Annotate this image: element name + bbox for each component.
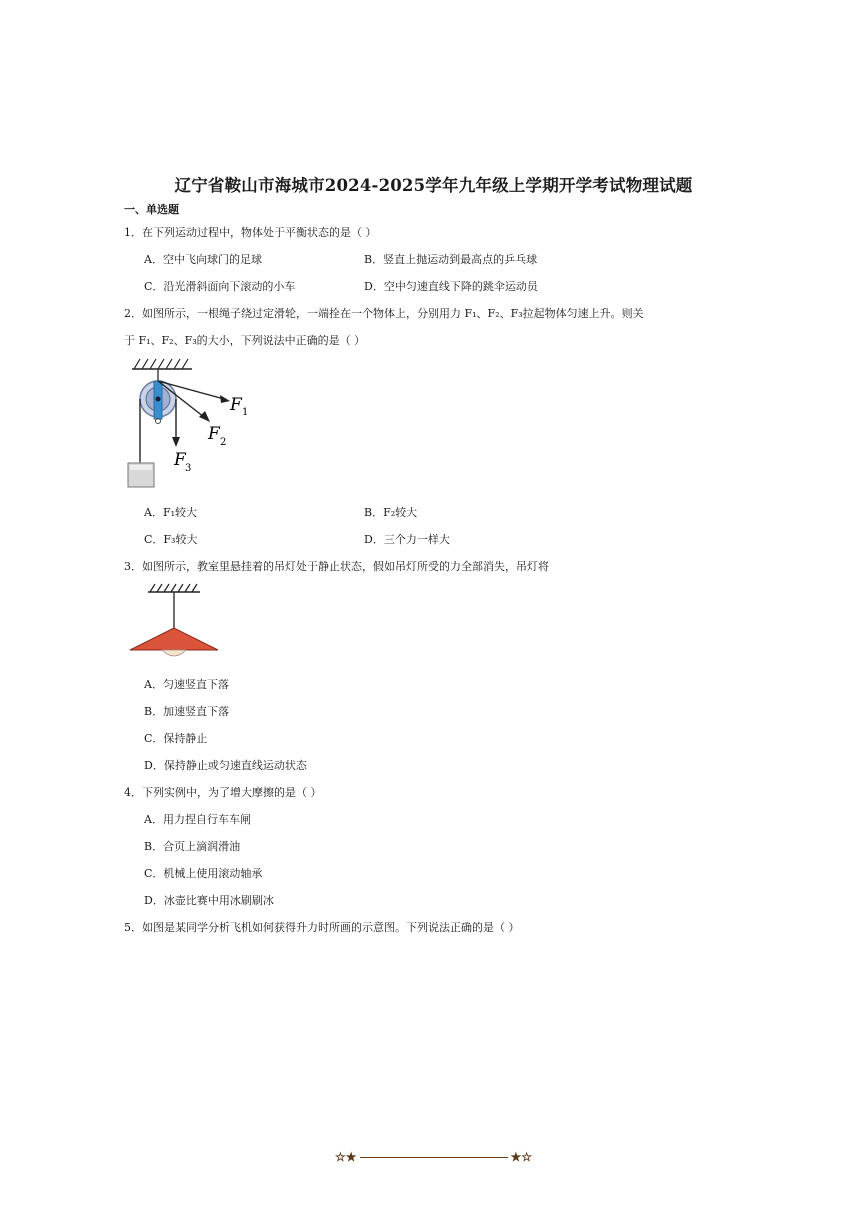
footer-stars-left: ☆★ xyxy=(334,1150,357,1164)
question-3-option-d: D．保持静止或匀速直线运动状态 xyxy=(144,759,307,772)
ceiling-hatch xyxy=(132,359,192,369)
question-1-stem: 1．在下列运动过程中，物体处于平衡状态的是（ ） xyxy=(124,226,377,239)
footer-stars-right: ★☆ xyxy=(510,1150,533,1164)
question-3-option-a: A．匀速竖直下落 xyxy=(144,678,229,691)
lamp-bulb xyxy=(162,650,186,656)
question-3-stem: 3．如图所示，教室里悬挂着的吊灯处于静止状态，假如吊灯所受的力全部消失，吊灯将 xyxy=(124,560,549,573)
question-4-option-c: C．机械上使用滚动轴承 xyxy=(144,867,263,880)
page-footer xyxy=(0,1150,867,1164)
label-f1: F xyxy=(230,395,242,415)
question-4-option-d: D．冰壶比赛中用冰刷刷冰 xyxy=(144,894,274,907)
question-1-option-c: C．沿光滑斜面向下滚动的小车 xyxy=(144,280,296,293)
pulley-figure xyxy=(120,355,270,495)
lamp-shade xyxy=(130,628,218,650)
page-title: 辽宁省鞍山市海城市2024-2025学年九年级上学期开学考试物理试题 xyxy=(174,176,693,195)
label-f3: F xyxy=(174,450,186,470)
question-2-option-a: A．F₁较大 xyxy=(144,506,197,519)
question-4-option-b: B．合页上滴润滑油 xyxy=(144,840,241,853)
question-3-option-c: C．保持静止 xyxy=(144,732,208,745)
question-4-option-a: A．用力捏自行车车闸 xyxy=(144,813,251,826)
label-f3-sub: 3 xyxy=(185,463,192,474)
question-2-stem-line-1: 2．如图所示，一根绳子绕过定滑轮，一端拴在一个物体上，分别用力 F₁、F₂、F₃拉起物体匀速上升。则关 xyxy=(124,307,644,320)
footer-divider xyxy=(360,1157,508,1158)
question-2-option-d: D．三个力一样大 xyxy=(364,533,450,546)
weight-block xyxy=(128,455,154,487)
question-2-option-b: B．F₂较大 xyxy=(364,506,418,519)
label-f2-sub: 2 xyxy=(220,437,227,448)
question-1-option-a: A．空中飞向球门的足球 xyxy=(144,253,262,266)
question-1-option-d: D．空中匀速直线下降的跳伞运动员 xyxy=(364,280,538,293)
section-heading: 一、单选题 xyxy=(124,203,179,216)
question-4-stem: 4．下列实例中，为了增大摩擦的是（ ） xyxy=(124,786,322,799)
ceiling-lamp-figure xyxy=(124,582,224,662)
question-3-option-b: B．加速竖直下落 xyxy=(144,705,230,718)
question-5-stem: 5．如图是某同学分析飞机如何获得升力时所画的示意图。下列说法正确的是（ ） xyxy=(124,921,520,934)
pulley-wheel xyxy=(140,381,176,424)
question-2-stem-line-2: 于 F₁、F₂、F₃的大小，下列说法中正确的是（ ） xyxy=(124,334,366,347)
question-1-option-b: B．竖直上抛运动到最高点的乒乓球 xyxy=(364,253,538,266)
question-2-option-c: C．F₃较大 xyxy=(144,533,198,546)
label-f2: F xyxy=(208,424,220,444)
label-f1-sub: 1 xyxy=(242,407,249,418)
